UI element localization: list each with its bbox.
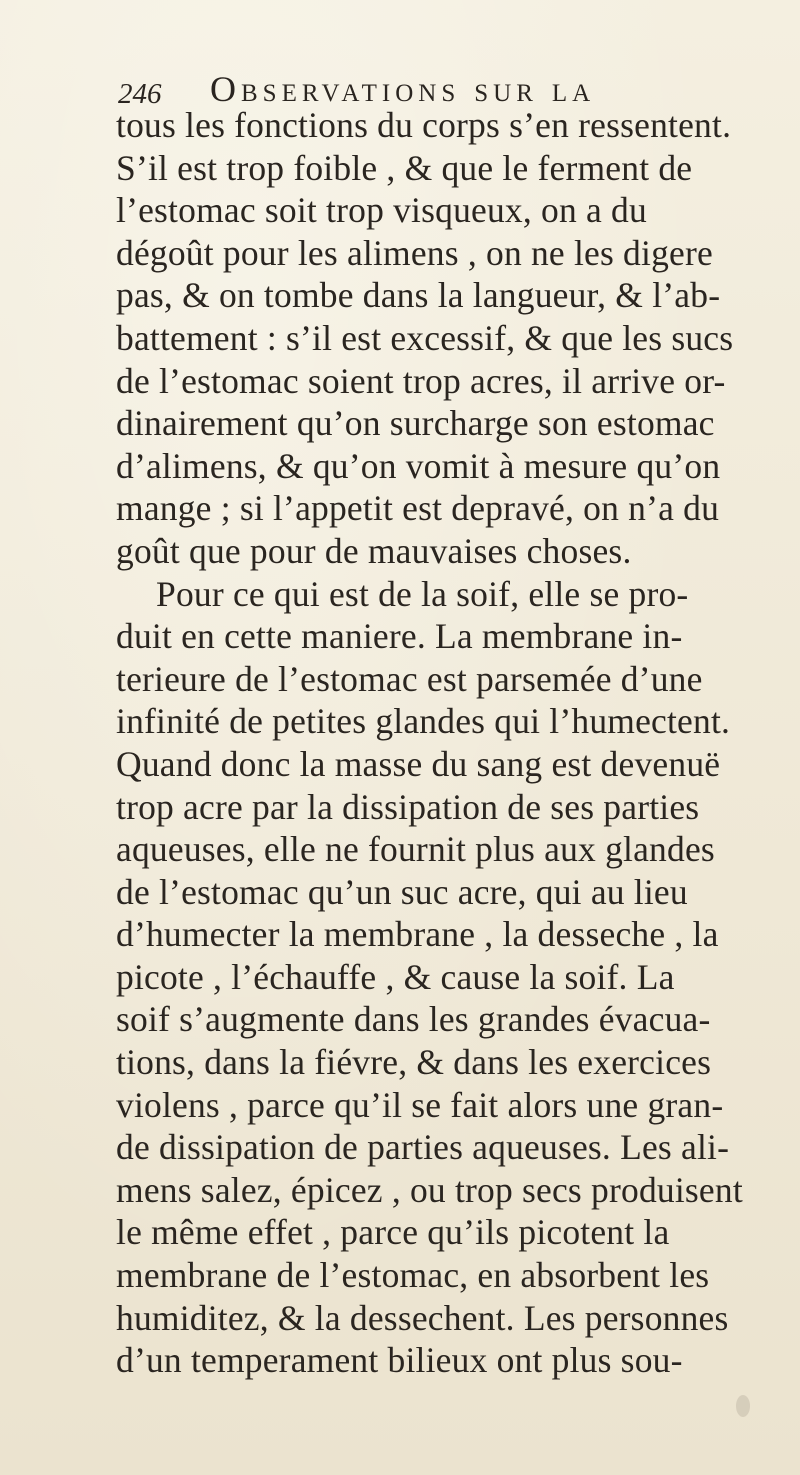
text-line: l’estomac soit trop visqueux, on a du xyxy=(116,190,647,231)
text-line: picote , l’échauffe , & cause la soif. La xyxy=(116,956,675,997)
text-line: trop acre par la dissipation de ses parties xyxy=(116,786,700,827)
text-line: de l’estomac soient trop acres, il arrive or- xyxy=(116,360,726,401)
text-line: aqueuses, elle ne fournit plus aux glandes xyxy=(116,829,715,870)
text-line: membrane de l’estomac, en absorbent les xyxy=(116,1255,710,1296)
text-line: humiditez, & la dessechent. Les personnes xyxy=(116,1297,729,1338)
text-line: tions, dans la fiévre, & dans les exercices xyxy=(116,1042,712,1083)
text-line: Pour ce qui est de la soif, elle se pro- xyxy=(156,573,689,614)
text-line: Quand donc la masse du sang est devenuë xyxy=(116,743,721,784)
text-line: violens , parce qu’il se fait alors une gran- xyxy=(116,1084,724,1125)
text-line: mange ; si l’appetit est depravé, on n’a du xyxy=(116,488,720,529)
text-line: S’il est trop foible , & que le ferment de xyxy=(116,147,693,188)
text-line: infinité de petites glandes qui l’humectent. xyxy=(116,701,731,742)
text-line: tous les fonctions du corps s’en ressentent. xyxy=(116,105,732,145)
text-line: dinairement qu’on surcharge son estomac xyxy=(116,403,715,444)
text-line: duit en cette maniere. La membrane in- xyxy=(116,616,683,657)
text-line: goût que pour de mauvaises choses. xyxy=(116,530,632,571)
page-number: 246 xyxy=(118,78,162,110)
text-line: soif s’augmente dans les grandes évacua- xyxy=(116,999,711,1040)
text-line: d’alimens, & qu’on vomit à mesure qu’on xyxy=(116,445,721,486)
running-title: Observations sur la xyxy=(210,69,596,109)
text-line: mens salez, épicez , ou trop secs produisent xyxy=(116,1169,743,1210)
text-line: dégoût pour les alimens , on ne les digere xyxy=(116,232,713,273)
text-line: le même effet , parce qu’ils picotent la xyxy=(116,1212,670,1253)
text-line: pas, & on tombe dans la langueur, & l’ab- xyxy=(116,275,721,316)
body-text xyxy=(116,104,776,1382)
text-line: de dissipation de parties aqueuses. Les ali- xyxy=(116,1127,730,1168)
text-line: d’un temperament bilieux ont plus sou- xyxy=(116,1340,683,1381)
ink-stain xyxy=(736,1395,750,1417)
text-line: battement : s’il est excessif, & que les sucs xyxy=(116,317,734,358)
text-line: de l’estomac qu’un suc acre, qui au lieu xyxy=(116,871,688,912)
text-line: d’humecter la membrane , la desseche , la xyxy=(116,914,719,955)
text-line: terieure de l’estomac est parsemée d’une xyxy=(116,658,703,699)
